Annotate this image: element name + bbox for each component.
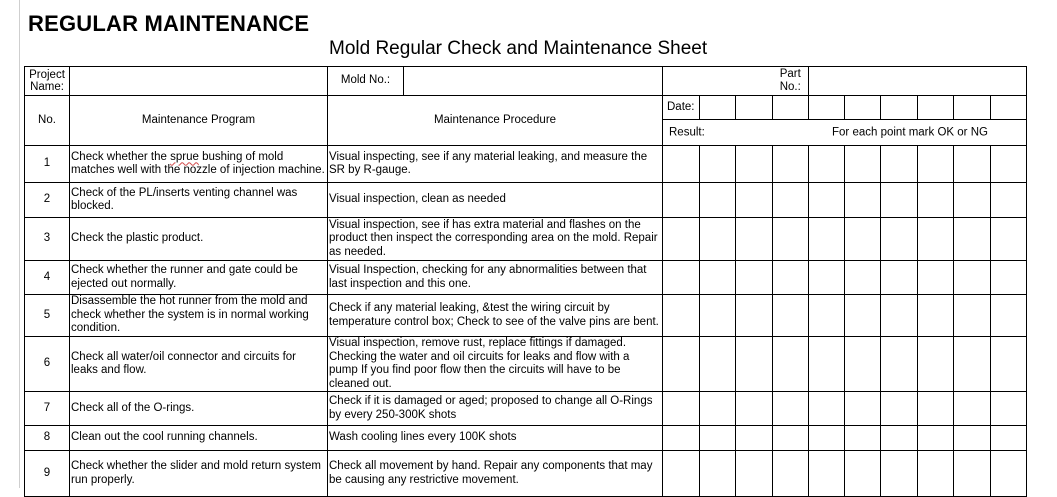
row-number: 4 (25, 261, 70, 295)
row-number: 8 (25, 426, 70, 451)
result-cell[interactable] (736, 426, 773, 451)
result-cell[interactable] (736, 337, 773, 392)
result-cell[interactable] (663, 261, 700, 295)
result-cell[interactable] (991, 261, 1027, 295)
result-cell[interactable] (954, 183, 991, 218)
maintenance-program: Check whether the slider and mold return system run properly. (70, 451, 328, 497)
result-cell[interactable] (700, 337, 736, 392)
table-row (25, 183, 1027, 218)
result-cell[interactable] (991, 451, 1027, 497)
result-cell[interactable] (736, 451, 773, 497)
date-cell[interactable] (991, 96, 1027, 120)
table-row (25, 218, 1027, 261)
date-cell[interactable] (809, 96, 845, 120)
result-cell[interactable] (954, 146, 991, 183)
result-cell[interactable] (881, 426, 918, 451)
result-cell[interactable] (663, 146, 700, 183)
result-cell[interactable] (845, 451, 881, 497)
col-header-procedure: Maintenance Procedure (328, 96, 663, 146)
program-text: Check whether the (71, 150, 171, 163)
result-cell[interactable] (918, 146, 954, 183)
result-cell[interactable] (700, 392, 736, 426)
spell-flagged-word: sprue (170, 150, 199, 163)
row-number: 7 (25, 392, 70, 426)
result-cell[interactable] (700, 146, 736, 183)
table-row (25, 426, 1027, 451)
result-cell[interactable] (809, 183, 845, 218)
date-cell[interactable] (736, 96, 773, 120)
result-label: Result: (669, 125, 705, 138)
result-cell[interactable] (991, 337, 1027, 392)
result-cell[interactable] (773, 183, 809, 218)
result-cell[interactable] (809, 337, 845, 392)
part-no-label: Part No.: (773, 67, 809, 96)
result-cell[interactable] (845, 392, 881, 426)
result-cell[interactable] (736, 218, 773, 261)
result-cell[interactable] (809, 426, 845, 451)
maintenance-program: Check of the PL/inserts venting channel was blocked. (70, 183, 328, 218)
mold-no-label: Mold No.: (328, 67, 404, 96)
row-number: 2 (25, 183, 70, 218)
result-cell[interactable] (991, 392, 1027, 426)
maintenance-procedure: Visual inspection, clean as needed (328, 183, 663, 218)
result-cell[interactable] (736, 146, 773, 183)
project-name-field[interactable] (70, 67, 328, 96)
project-name-label: Project Name: (25, 67, 70, 96)
result-cell[interactable] (809, 392, 845, 426)
maintenance-procedure: Check if any material leaking, &test the wiring circuit by temperature control box; Check to see of the valve pins are bent. (328, 295, 663, 337)
result-cell[interactable] (991, 146, 1027, 183)
result-cell[interactable] (736, 261, 773, 295)
row-number: 6 (25, 337, 70, 392)
result-cell[interactable] (954, 218, 991, 261)
result-cell[interactable] (663, 295, 700, 337)
table-row (25, 451, 1027, 497)
result-cell[interactable] (991, 295, 1027, 337)
result-cell[interactable] (663, 426, 700, 451)
result-cell[interactable] (991, 426, 1027, 451)
result-cell[interactable] (700, 261, 736, 295)
maintenance-sheet-table (24, 66, 1027, 497)
maintenance-procedure: Check if it is damaged or aged; proposed to change all O-Rings by every 250-300K shots (328, 392, 663, 426)
result-cell[interactable] (773, 295, 809, 337)
maintenance-program (70, 146, 328, 183)
mold-no-field[interactable] (404, 67, 663, 96)
table-row (25, 146, 1027, 183)
result-cell[interactable] (954, 392, 991, 426)
result-cell[interactable] (700, 183, 736, 218)
maintenance-procedure: Wash cooling lines every 100K shots (328, 426, 663, 451)
result-cell[interactable] (700, 295, 736, 337)
maintenance-program: Check all water/oil connector and circuits for leaks and flow. (70, 337, 328, 392)
date-cell[interactable] (881, 96, 918, 120)
date-row (25, 96, 1027, 120)
result-cell[interactable] (881, 218, 918, 261)
result-cell[interactable] (736, 392, 773, 426)
maintenance-program: Disassemble the hot runner from the mold and check whether the system is in normal working condition. (70, 295, 328, 337)
result-cell[interactable] (773, 451, 809, 497)
spacer-cell (663, 67, 773, 96)
result-cell[interactable] (918, 183, 954, 218)
result-cell[interactable] (700, 426, 736, 451)
result-cell[interactable] (881, 295, 918, 337)
date-cell[interactable] (845, 96, 881, 120)
part-no-field[interactable] (809, 67, 1027, 96)
result-cell[interactable] (845, 183, 881, 218)
date-cell[interactable] (700, 96, 736, 120)
result-cell[interactable] (773, 426, 809, 451)
result-cell[interactable] (918, 261, 954, 295)
result-cell[interactable] (845, 337, 881, 392)
result-cell[interactable] (954, 451, 991, 497)
result-cell[interactable] (881, 183, 918, 218)
result-cell[interactable] (809, 218, 845, 261)
result-cell[interactable] (845, 426, 881, 451)
result-cell[interactable] (918, 392, 954, 426)
result-instruction: For each point mark OK or NG (832, 125, 988, 138)
result-cell[interactable] (663, 451, 700, 497)
result-cell[interactable] (773, 337, 809, 392)
maintenance-program: Clean out the cool running channels. (70, 426, 328, 451)
table-row (25, 295, 1027, 337)
result-cell[interactable] (954, 426, 991, 451)
result-cell[interactable] (809, 451, 845, 497)
maintenance-procedure: Visual Inspection, checking for any abnormalities between that last inspection and this one. (328, 261, 663, 295)
table-row (25, 261, 1027, 295)
maintenance-procedure: Visual inspection, remove rust, replace fittings if damaged. Checking the water and oil circuits for leaks and flow with a pump If you find poor flow then the circuits will have to be cleaned out. (328, 337, 663, 392)
program-text: bushing of mold matches well with the nozzle of injection machine. (71, 150, 325, 176)
result-cell[interactable] (918, 451, 954, 497)
maintenance-program: Check all of the O-rings. (70, 392, 328, 426)
result-cell[interactable] (736, 183, 773, 218)
col-header-no: No. (25, 96, 70, 146)
result-cell[interactable] (809, 295, 845, 337)
result-cell[interactable] (773, 392, 809, 426)
result-cell[interactable] (881, 392, 918, 426)
result-cell[interactable] (809, 146, 845, 183)
result-cell[interactable] (773, 146, 809, 183)
result-cell[interactable] (918, 295, 954, 337)
maintenance-program: Check whether the runner and gate could be ejected out normally. (70, 261, 328, 295)
result-cell[interactable] (773, 218, 809, 261)
result-cell[interactable] (700, 451, 736, 497)
result-cell[interactable] (954, 337, 991, 392)
result-cell[interactable] (845, 146, 881, 183)
result-cell[interactable] (991, 183, 1027, 218)
maintenance-procedure: Visual inspection, see if has extra material and flashes on the product then inspect the corresponding area on the mold. Repair as needed. (328, 218, 663, 261)
maintenance-procedure: Visual inspecting, see if any material leaking, and measure the SR by R-gauge. (328, 146, 663, 183)
result-cell[interactable] (881, 451, 918, 497)
date-cell[interactable] (918, 96, 954, 120)
result-cell[interactable] (954, 295, 991, 337)
maintenance-program: Check the plastic product. (70, 218, 328, 261)
result-header-cell (663, 120, 1027, 146)
date-cell[interactable] (954, 96, 991, 120)
result-cell[interactable] (881, 261, 918, 295)
row-number: 5 (25, 295, 70, 337)
result-cell[interactable] (663, 218, 700, 261)
result-cell[interactable] (881, 146, 918, 183)
result-cell[interactable] (700, 218, 736, 261)
page-margin-line (19, 0, 20, 488)
header-info-row (25, 67, 1027, 96)
result-cell[interactable] (845, 295, 881, 337)
sheet-title: Mold Regular Check and Maintenance Sheet (329, 38, 708, 59)
result-cell[interactable] (663, 392, 700, 426)
result-cell[interactable] (918, 426, 954, 451)
row-number: 1 (25, 146, 70, 183)
result-cell[interactable] (663, 183, 700, 218)
result-cell[interactable] (663, 337, 700, 392)
table-row (25, 337, 1027, 392)
maintenance-procedure: Check all movement by hand. Repair any components that may be causing any restrictive movement. (328, 451, 663, 497)
result-cell[interactable] (881, 337, 918, 392)
result-cell[interactable] (918, 337, 954, 392)
row-number: 9 (25, 451, 70, 497)
result-cell[interactable] (773, 261, 809, 295)
date-cell[interactable] (773, 96, 809, 120)
date-label: Date: (663, 96, 700, 120)
result-cell[interactable] (954, 261, 991, 295)
row-number: 3 (25, 218, 70, 261)
result-cell[interactable] (845, 261, 881, 295)
result-cell[interactable] (809, 261, 845, 295)
table-row (25, 392, 1027, 426)
result-cell[interactable] (736, 295, 773, 337)
page-heading: REGULAR MAINTENANCE (28, 11, 310, 36)
result-cell[interactable] (991, 218, 1027, 261)
col-header-program: Maintenance Program (70, 96, 328, 146)
result-cell[interactable] (918, 218, 954, 261)
result-cell[interactable] (845, 218, 881, 261)
